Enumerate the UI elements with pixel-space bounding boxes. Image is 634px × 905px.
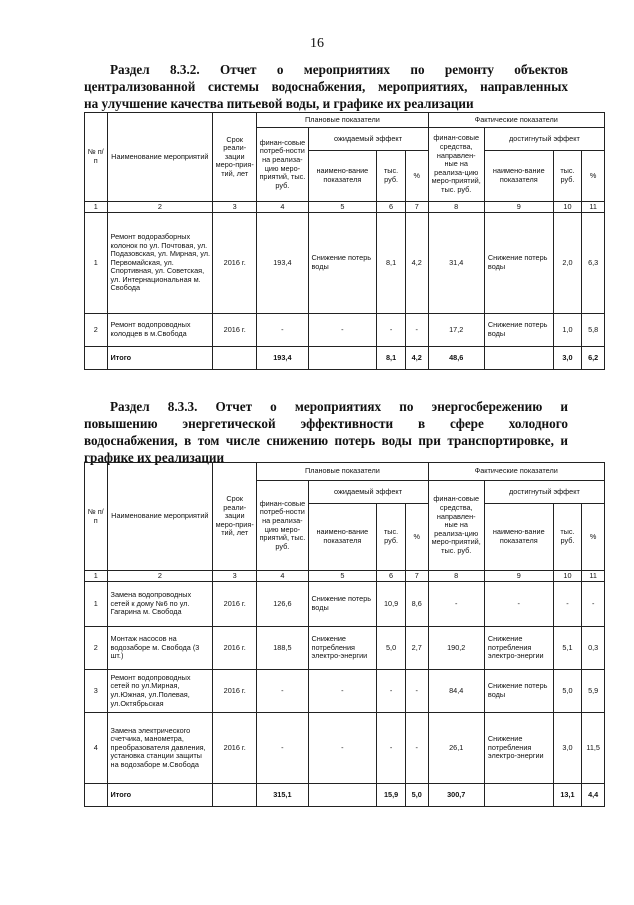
cell-plan-pct: - [405, 713, 428, 784]
header-no: № п/п [85, 113, 108, 202]
section-heading-8-3-2 [84, 61, 568, 112]
total-plan-rub: 8,1 [377, 347, 406, 370]
cell-name: Ремонт водопроводных колодцев в м.Свобода [107, 314, 213, 347]
cell-no: 2 [85, 627, 108, 670]
total-plan-fin: 315,1 [257, 784, 308, 807]
cell-fact-pct: 5,8 [582, 314, 605, 347]
cell-fact-fin: 31,4 [428, 213, 484, 314]
heading-line: на улучшение качества питьевой воды, и графике их реализации [84, 96, 474, 111]
header-percent: % [582, 504, 605, 571]
table-row [85, 713, 605, 784]
cell-plan-rub: - [377, 713, 406, 784]
header-name: Наименование мероприятий [107, 463, 213, 571]
cell-fact-pct: 0,3 [582, 627, 605, 670]
cell-term: 2016 г. [213, 627, 257, 670]
cell-plan-rub: - [377, 670, 406, 713]
column-index: 11 [582, 571, 605, 582]
column-index: 9 [484, 571, 553, 582]
cell-fact-fin: 190,2 [428, 627, 484, 670]
cell-fact-rub: 3,0 [553, 713, 582, 784]
total-fact-pct: 6,2 [582, 347, 605, 370]
cell-plan-fin: - [257, 314, 308, 347]
total-row [85, 347, 605, 370]
cell-plan-rub: - [377, 314, 406, 347]
cell-plan-fin: 126,6 [257, 582, 308, 627]
cell-fact-pct: - [582, 582, 605, 627]
cell-plan-name: Снижение потерь воды [308, 213, 377, 314]
page-number: 16 [310, 36, 324, 51]
heading-line: водоснабжения, в том числе снижению потерь воды при транспортировке, и [84, 433, 568, 448]
cell-no: 4 [85, 713, 108, 784]
cell-term: 2016 г. [213, 314, 257, 347]
total-plan-rub: 15,9 [377, 784, 406, 807]
column-index: 11 [582, 202, 605, 213]
cell-plan-fin: 188,5 [257, 627, 308, 670]
heading-line: графике их реализации [84, 450, 225, 465]
cell-fact-pct: 11,5 [582, 713, 605, 784]
cell-plan-name: - [308, 314, 377, 347]
total-row [85, 784, 605, 807]
header-indicator-name: наимено-вание показателя [308, 151, 377, 202]
cell-plan-pct: 4,2 [405, 213, 428, 314]
header-name: Наименование мероприятий [107, 113, 213, 202]
column-index: 1 [85, 202, 108, 213]
table-row [85, 314, 605, 347]
cell-plan-rub: 10,9 [377, 582, 406, 627]
header-percent: % [405, 504, 428, 571]
header-fin-spent: финан-совые средства, направлен-ные на реализа-цию меро-приятий, тыс. руб. [428, 481, 484, 571]
repair-measures-table [84, 112, 605, 370]
header-percent: % [405, 151, 428, 202]
column-index: 4 [257, 571, 308, 582]
cell-plan-name: - [308, 670, 377, 713]
header-thousand-rub: тыс. руб. [553, 504, 582, 571]
cell-no: 1 [85, 213, 108, 314]
cell-term: 2016 г. [213, 582, 257, 627]
cell-name: Замена водопроводных сетей к дому №6 по ул. Гагарина м. Свобода [107, 582, 213, 627]
cell-term: 2016 г. [213, 713, 257, 784]
header-fin-need: финан-совые потреб-ности на реализа-цию меро-приятий, тыс. руб. [257, 481, 308, 571]
cell-fact-name: Снижение потерь воды [484, 213, 553, 314]
column-index: 8 [428, 571, 484, 582]
heading-line: Раздел 8.3.2. Отчет о мероприятиях по ремонту объектов [110, 62, 568, 77]
cell-plan-name: Снижение потерь воды [308, 582, 377, 627]
header-percent: % [582, 151, 605, 202]
header-fin-spent: финан-совые средства, направлен-ные на реализа-цию меро-приятий, тыс. руб. [428, 128, 484, 202]
column-index-row [85, 571, 605, 582]
heading-line: Раздел 8.3.3. Отчет о мероприятиях по энергосбережению и [110, 399, 568, 414]
header-thousand-rub: тыс. руб. [377, 504, 406, 571]
header-indicator-name: наимено-вание показателя [484, 504, 553, 571]
cell-plan-name: Снижение потребления электро-энергии [308, 627, 377, 670]
cell-name: Монтаж насосов на водозаборе м. Свобода (3 шт.) [107, 627, 213, 670]
cell-plan-fin: - [257, 670, 308, 713]
header-no: № п/п [85, 463, 108, 571]
header-term: Срок реали-зации меро-прия-тий, лет [213, 113, 257, 202]
cell-no: 3 [85, 670, 108, 713]
cell-fact-pct: 6,3 [582, 213, 605, 314]
cell-term: 2016 г. [213, 213, 257, 314]
total-plan-pct: 5,0 [405, 784, 428, 807]
cell-plan-pct: 8,6 [405, 582, 428, 627]
column-index: 5 [308, 571, 377, 582]
header-planned: Плановые показатели [257, 113, 428, 128]
total-fact-fin: 48,6 [428, 347, 484, 370]
header-expected: ожидаемый эффект [308, 128, 428, 151]
cell-plan-pct: 2,7 [405, 627, 428, 670]
header-expected: ожидаемый эффект [308, 481, 428, 504]
cell-no: 1 [85, 582, 108, 627]
total-fact-rub: 3,0 [553, 347, 582, 370]
header-achieved: достигнутый эффект [484, 128, 604, 151]
cell-plan-fin: 193,4 [257, 213, 308, 314]
total-plan-fin: 193,4 [257, 347, 308, 370]
column-index: 6 [377, 571, 406, 582]
cell-fact-rub: 5,0 [553, 670, 582, 713]
column-index: 7 [405, 202, 428, 213]
total-label: Итого [107, 784, 213, 807]
cell-plan-pct: - [405, 670, 428, 713]
cell-fact-rub: 2,0 [553, 213, 582, 314]
total-label: Итого [107, 347, 213, 370]
total-fact-fin: 300,7 [428, 784, 484, 807]
column-index: 4 [257, 202, 308, 213]
header-actual: Фактические показатели [428, 113, 604, 128]
section-heading-8-3-3 [84, 398, 568, 466]
header-indicator-name: наимено-вание показателя [484, 151, 553, 202]
table-row [85, 582, 605, 627]
energy-saving-measures-table [84, 462, 605, 807]
cell-fact-name: - [484, 582, 553, 627]
header-indicator-name: наимено-вание показателя [308, 504, 377, 571]
column-index: 10 [553, 571, 582, 582]
header-achieved: достигнутый эффект [484, 481, 604, 504]
column-index: 9 [484, 202, 553, 213]
cell-name: Ремонт водоразборных колонок по ул. Почтовая, ул. Подазовская, ул. Мирная, ул. Первомайская, ул. Спортивная, ул. Советская, ул. Интернациональная м. Свобода [107, 213, 213, 314]
cell-fact-pct: 5,9 [582, 670, 605, 713]
cell-name: Ремонт водопроводных сетей по ул.Мирная, ул.Южная, ул.Полевая, ул.Октябрьская [107, 670, 213, 713]
header-fin-need: финан-совые потреб-ности на реализа-цию меро-приятий, тыс. руб. [257, 128, 308, 202]
cell-plan-name: - [308, 713, 377, 784]
cell-plan-rub: 5,0 [377, 627, 406, 670]
total-fact-pct: 4,4 [582, 784, 605, 807]
table-row [85, 627, 605, 670]
column-index: 2 [107, 202, 213, 213]
header-thousand-rub: тыс. руб. [377, 151, 406, 202]
cell-term: 2016 г. [213, 670, 257, 713]
heading-line: централизованной системы водоснабжения, мероприятиях, направленных [84, 79, 568, 94]
cell-fact-name: Снижение потерь воды [484, 314, 553, 347]
cell-fact-name: Снижение потерь воды [484, 670, 553, 713]
cell-fact-fin: 84,4 [428, 670, 484, 713]
column-index: 3 [213, 202, 257, 213]
header-thousand-rub: тыс. руб. [553, 151, 582, 202]
cell-fact-fin: 26,1 [428, 713, 484, 784]
cell-fact-fin: 17,2 [428, 314, 484, 347]
column-index: 7 [405, 571, 428, 582]
column-index: 8 [428, 202, 484, 213]
column-index: 3 [213, 571, 257, 582]
cell-fact-fin: - [428, 582, 484, 627]
cell-fact-rub: 1,0 [553, 314, 582, 347]
cell-fact-rub: - [553, 582, 582, 627]
column-index: 2 [107, 571, 213, 582]
column-index: 5 [308, 202, 377, 213]
cell-name: Замена электрического счетчика, манометра, преобразователя давления, установка станции защиты на водозаборе м.Свобода [107, 713, 213, 784]
cell-plan-rub: 8,1 [377, 213, 406, 314]
cell-no: 2 [85, 314, 108, 347]
cell-fact-name: Снижение потребления электро-энергии [484, 627, 553, 670]
table-row [85, 670, 605, 713]
heading-line: повышению энергетической эффективности в сфере холодного [84, 416, 568, 431]
cell-plan-fin: - [257, 713, 308, 784]
header-term: Срок реали-зации меро-прия-тий, лет [213, 463, 257, 571]
column-index-row [85, 202, 605, 213]
column-index: 10 [553, 202, 582, 213]
column-index: 6 [377, 202, 406, 213]
total-fact-rub: 13,1 [553, 784, 582, 807]
header-actual: Фактические показатели [428, 463, 604, 481]
cell-fact-rub: 5,1 [553, 627, 582, 670]
column-index: 1 [85, 571, 108, 582]
cell-plan-pct: - [405, 314, 428, 347]
header-planned: Плановые показатели [257, 463, 428, 481]
table-row [85, 213, 605, 314]
total-plan-pct: 4,2 [405, 347, 428, 370]
cell-fact-name: Снижение потребления электро-энергии [484, 713, 553, 784]
